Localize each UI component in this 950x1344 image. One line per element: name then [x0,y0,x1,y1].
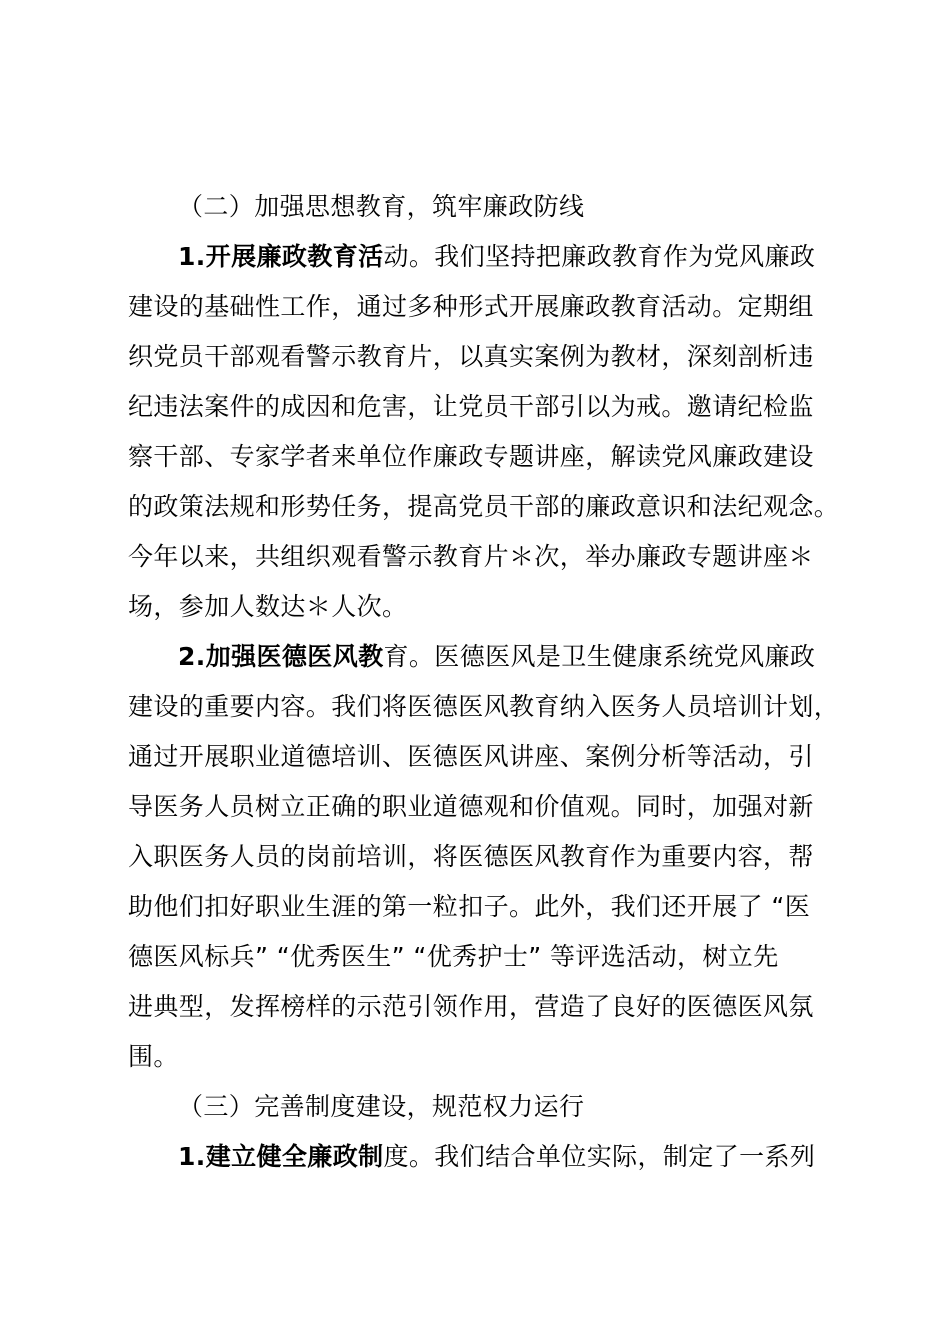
paragraph-line: 建设的基础性工作，通过多种形式开展廉政教育活动。定期组 [128,292,814,321]
paragraph-line: 育。医德医风是卫生健康系统党风廉政 [383,642,816,671]
paragraph-line: 入职医务人员的岗前培训，将医德医风教育作为重要内容，帮 [128,842,814,871]
section-2-item-1-title: 1.开展廉政教育活 [178,242,384,271]
paragraph-line: 今年以来，共组织观看警示教育片＊次，举办廉政专题讲座＊ [128,542,814,571]
paragraph-line: 建设的重要内容。我们将医德医风教育纳入医务人员培训计划， [128,692,840,721]
section-3-item-1-title: 1.建立健全廉政制 [178,1142,384,1171]
paragraph-line: 纪违法案件的成因和危害，让党员干部引以为戒。邀请纪检监 [128,392,814,421]
paragraph-line: 察干部、专家学者来单位作廉政专题讲座，解读党风廉政建设 [128,442,814,471]
paragraph-line: 进典型，发挥榜样的示范引领作用，营造了良好的医德医风氛 [128,992,814,1021]
paragraph-line: 通过开展职业道德培训、医德医风讲座、案例分析等活动，引 [128,742,814,771]
paragraph-line: 导医务人员树立正确的职业道德观和价值观。同时，加强对新 [128,792,814,821]
paragraph-line: 围。 [128,1042,179,1071]
paragraph-line: 度。我们结合单位实际，制定了一系列 [383,1142,816,1171]
paragraph-line: 织党员干部观看警示教育片，以真实案例为教材，深刻剖析违 [128,342,814,371]
section-3-heading: （三）完善制度建设，规范权力运行 [178,1092,585,1121]
paragraph-line: 助他们扣好职业生涯的第一粒扣子。此外，我们还开展了 “医 [128,892,811,921]
section-2-heading: （二）加强思想教育，筑牢廉政防线 [178,192,585,221]
paragraph-line: 德医风标兵” “优秀医生” “优秀护士” 等评选活动，树立先 [128,942,779,971]
section-2-item-2-title: 2.加强医德医风教 [178,642,384,671]
paragraph-line: 场，参加人数达＊人次。 [128,592,408,621]
paragraph-line: 的政策法规和形势任务，提高党员干部的廉政意识和法纪观念。 [128,492,840,521]
section-2-item-1-first-line [178,232,815,282]
section-3-item-1-first-line [178,1132,815,1182]
paragraph-line: 动。我们坚持把廉政教育作为党风廉政 [383,242,816,271]
section-2-item-2-first-line [178,632,815,682]
